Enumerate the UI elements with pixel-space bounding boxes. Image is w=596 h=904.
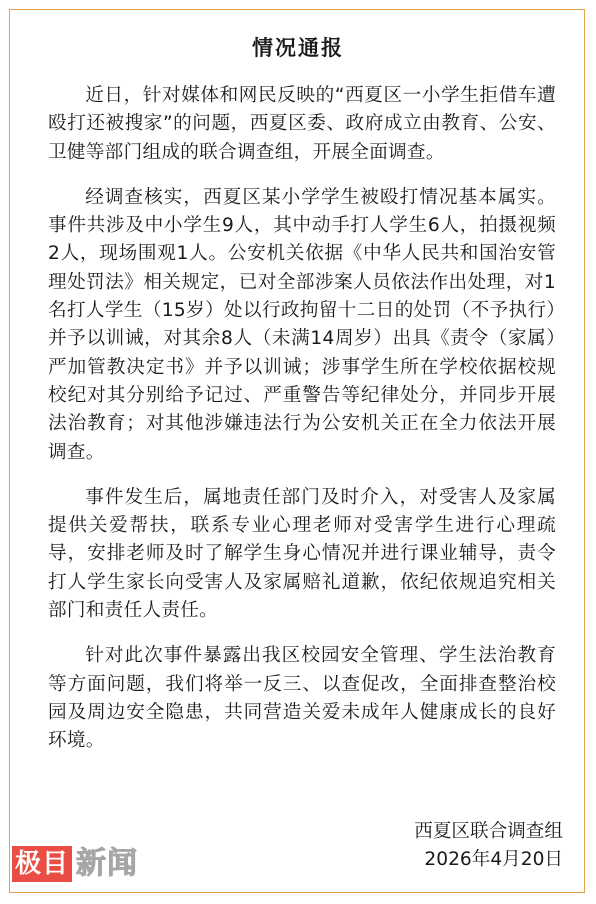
paragraph-4: 针对此次事件暴露出我区校园安全管理、学生法治教育等方面问题，我们将举一反三、以查促改，全面排查整治校园及周边安全隐患，共同营造关爱未成年人健康成长的良好环境。 [48,645,556,752]
paragraph-1: 近日，针对媒体和网民反映的“西夏区一小学生拒借车遭殴打还被搜家”的问题，西夏区委、政府成立由教育、公安、卫健等部门组成的联合调查组，开展全面调查。 [48,85,556,163]
issue-date: 2026年4月20日 [424,849,563,871]
paragraph-3: 事件发生后，属地责任部门及时介入，对受害人及家属提供关爱帮扶，联系专业心理老师对受害学生进行心理疏导，安排老师及时了解学生身心情况并进行课业辅导，责令打人学生家长向受害人及家属赔礼道歉，依纪依规追究相关部门和责任人责任。 [48,486,556,622]
watermark-text: 新闻 [76,846,139,881]
issuer-name: 西夏区联合调查组 [414,821,563,842]
signature-block [414,818,563,875]
watermark-logo [12,846,138,882]
notice-title: 情况通报 [252,36,344,60]
notice-body [48,82,556,773]
paragraph-2: 经调查核实，西夏区某小学学生被殴打情况基本属实。事件共涉及中小学生9人，其中动手打人学生6人，拍摄视频2人，现场围观1人。公安机关依据《中华人民共和国治安管理处罚法》相关规定，已对全部涉案人员依法作出处理，对1名打人学生（15岁）处以行政拘留十二日的处罚（不予执行）并予以训诫，对其余8人（未满14周岁）出具《责令（家属）严加管教决定书》并予以训诫；涉事学生所在学校依据校规校纪对其分别给予记过、严重警告等纪律处分，并同步开展法治教育；对其他涉嫌违法行为公安机关正在全力依法开展调查。 [48,186,556,463]
watermark-badge: 极目 [12,846,72,882]
